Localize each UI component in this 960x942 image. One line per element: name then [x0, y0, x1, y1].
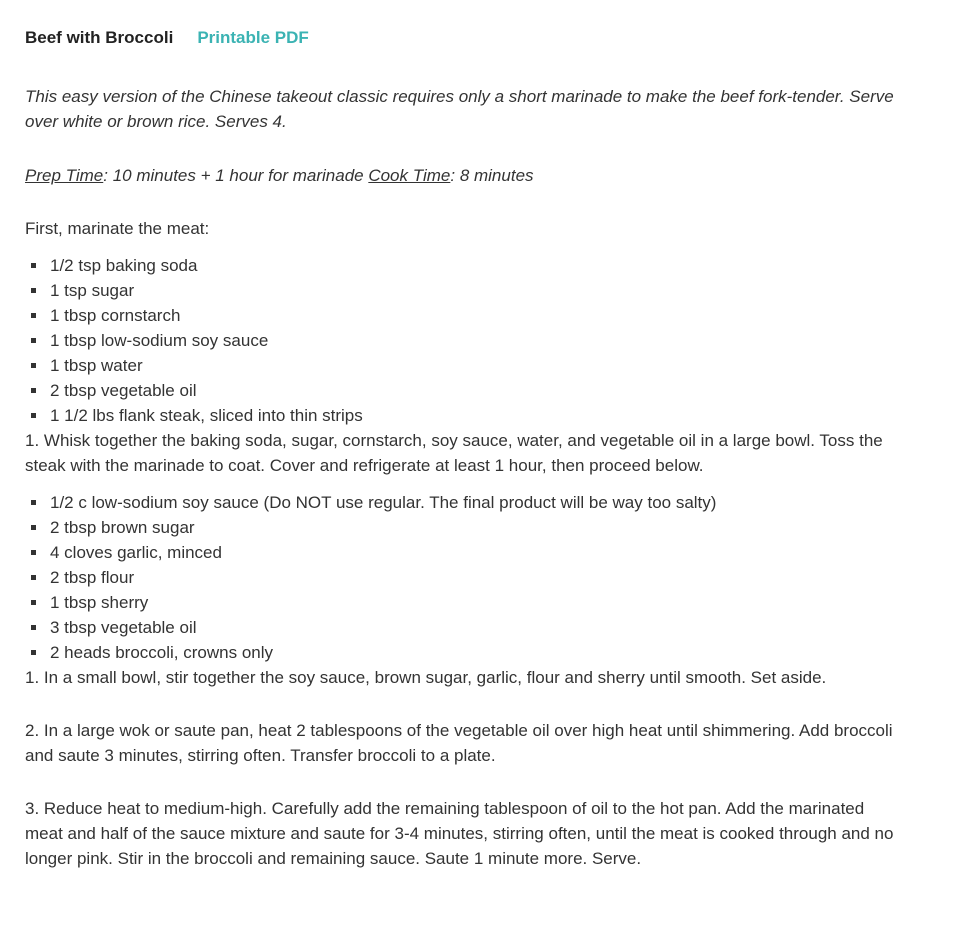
prep-time-label: Prep Time	[25, 166, 104, 185]
ingredient-item: 2 tbsp flour	[25, 565, 905, 590]
ingredient-item: 1 1/2 lbs flank steak, sliced into thin strips	[25, 403, 905, 428]
ingredient-item: 2 tbsp vegetable oil	[25, 378, 905, 403]
ingredient-item: 1 tbsp sherry	[25, 590, 905, 615]
ingredient-item: 1 tbsp low-sodium soy sauce	[25, 328, 905, 353]
ingredient-item: 1 tbsp water	[25, 353, 905, 378]
sauce-ingredient-list	[25, 490, 905, 665]
prep-time-value: : 10 minutes + 1 hour for marinade	[103, 166, 369, 185]
instruction-step-2: 2. In a large wok or saute pan, heat 2 tablespoons of the vegetable oil over high heat until shimmering. Add broccoli and saute 3 minutes, stirring often. Transfer broccoli to a plate.	[25, 721, 893, 765]
cook-time-value: : 8 minutes	[450, 166, 534, 185]
instruction-step-1: 1. In a small bowl, stir together the soy sauce, brown sugar, garlic, flour and sherry until smooth. Set aside.	[25, 668, 827, 687]
marinade-ingredient-list	[25, 253, 905, 428]
printable-pdf-link[interactable]: Printable PDF	[197, 27, 309, 47]
ingredient-item: 1/2 tsp baking soda	[25, 253, 905, 278]
ingredient-item: 1/2 c low-sodium soy sauce (Do NOT use regular. The final product will be way too salty)	[25, 490, 905, 515]
recipe-times	[25, 163, 905, 188]
marinade-step: 1. Whisk together the baking soda, sugar, cornstarch, soy sauce, water, and vegetable oil in a large bowl. Toss the steak with the marinade to coat. Cover and refrigerate at least 1 hour, then proceed below.	[25, 431, 883, 475]
instruction-step-3: 3. Reduce heat to medium-high. Carefully add the remaining tablespoon of oil to the hot pan. Add the marinated meat and half of the sauce mixture and saute for 3-4 minutes, stirring often, until the meat is cooked through and no longer pink. Stir in the broccoli and remaining sauce. Saute 1 minute more. Serve.	[25, 799, 894, 868]
recipe-intro: This easy version of the Chinese takeout classic requires only a short marinade to make the beef fork-tender. Serve over white or brown rice. Serves 4.	[25, 87, 894, 131]
cook-time-label: Cook Time	[368, 166, 451, 185]
ingredient-item: 4 cloves garlic, minced	[25, 540, 905, 565]
ingredient-item: 1 tsp sugar	[25, 278, 905, 303]
recipe-title: Beef with Broccoli	[25, 27, 174, 47]
title-row	[25, 22, 905, 52]
ingredient-item: 1 tbsp cornstarch	[25, 303, 905, 328]
ingredient-item: 3 tbsp vegetable oil	[25, 615, 905, 640]
ingredient-item: 2 tbsp brown sugar	[25, 515, 905, 540]
ingredient-item: 2 heads broccoli, crowns only	[25, 640, 905, 665]
marinade-heading: First, marinate the meat:	[25, 219, 210, 238]
